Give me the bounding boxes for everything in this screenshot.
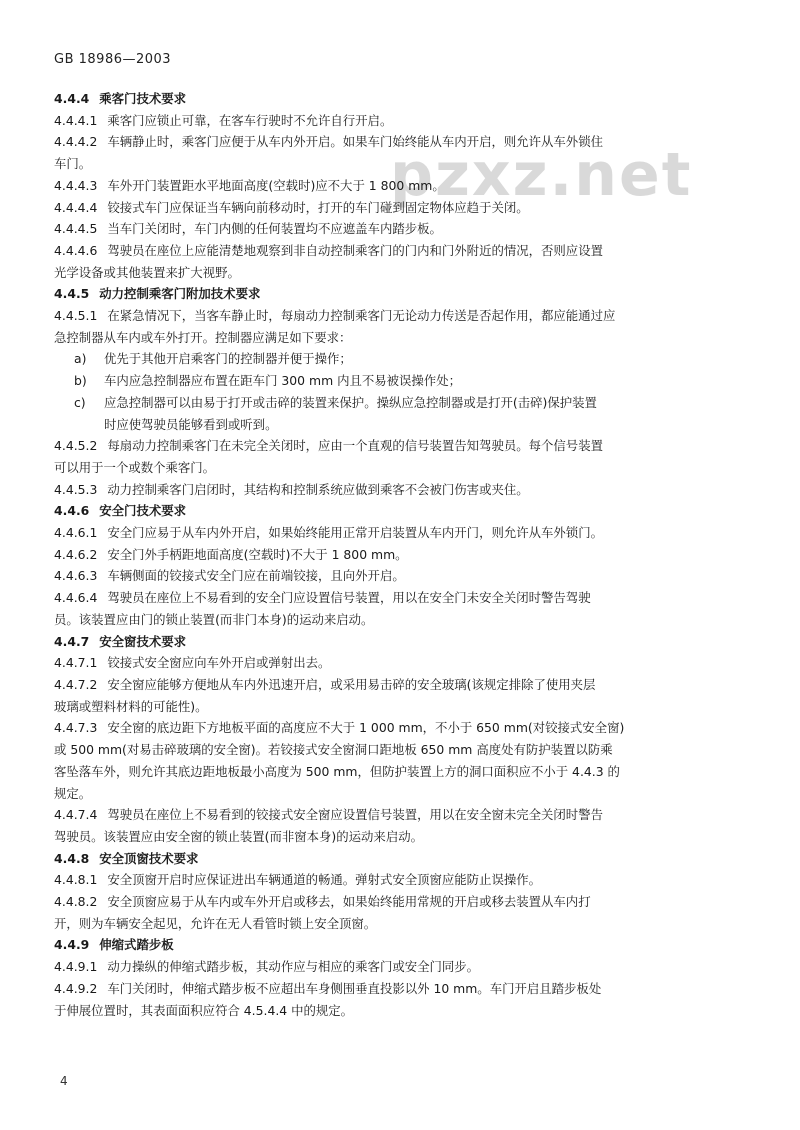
clause-text: 安全顶窗应易于从车内或车外开启或移去，如果始终能用常规的开启或移去装置从车内打 [107, 894, 591, 910]
clause-number: 4.4.4.4 [54, 199, 98, 215]
clause-paragraph [54, 522, 754, 544]
clause-number: 4.4.8 [54, 850, 90, 866]
clause-number: 4.4.6.3 [54, 568, 98, 584]
clause-number: 4.4.6.1 [54, 525, 98, 541]
clause-text: 安全门外手柄距地面高度(空载时)不大于 1 800 mm。 [107, 546, 408, 562]
clause-number: 4.4.4.2 [54, 134, 98, 150]
paragraph-continuation: 规定。 [54, 785, 92, 801]
section-heading [54, 848, 754, 870]
clause-number: 4.4.4.3 [54, 177, 98, 193]
clause-text: 动力控制乘客门附加技术要求 [99, 286, 261, 302]
clause-number: 4.4.5.2 [54, 438, 98, 454]
paragraph-continuation: 员。该装置应由门的锁止装置(而非门本身)的运动来启动。 [54, 611, 374, 627]
clause-paragraph [54, 565, 754, 587]
clause-number: 4.4.5.3 [54, 481, 98, 497]
clause-text: 安全顶窗技术要求 [99, 850, 199, 866]
clause-number: 4.4.4.6 [54, 242, 98, 258]
section-heading [54, 88, 754, 110]
clause-paragraph [54, 175, 754, 197]
clause-text: 安全窗应能够方便地从车内外迅速开启，或采用易击碎的安全玻璃(该规定排除了使用夹层 [107, 676, 596, 692]
clause-paragraph [54, 435, 754, 457]
clause-text: 乘客门应锁止可靠，在客车行驶时不允许自行开启。 [107, 112, 393, 128]
clause-number: 4.4.6 [54, 503, 90, 519]
clause-text: 安全门应易于从车内外开启，如果始终能用正常开启装置从车内开门，则允许从车外锁门。 [107, 525, 603, 541]
list-item-label: c) [74, 394, 86, 410]
clause-number: 4.4.7.2 [54, 676, 98, 692]
paragraph-continuation: 开，则为车辆安全起见，允许在无人看管时锁上安全顶窗。 [54, 915, 377, 931]
clause-text: 动力操纵的伸缩式踏步板，其动作应与相应的乘客门或安全门同步。 [107, 959, 480, 975]
clause-text: 每扇动力控制乘客门在未完全关闭时，应由一个直观的信号装置告知驾驶员。每个信号装置 [107, 438, 603, 454]
list-item [54, 348, 754, 370]
clause-text: 动力控制乘客门启闭时，其结构和控制系统应做到乘客不会被门伤害或夹住。 [107, 481, 529, 497]
paragraph-continuation: 急控制器从车内或车外打开。控制器应满足如下要求： [54, 329, 352, 345]
clause-paragraph [54, 240, 754, 262]
clause-number: 4.4.7.1 [54, 655, 98, 671]
clause-text: 驾驶员在座位上不易看到的安全门应设置信号装置，用以在安全门未安全关闭时警告驾驶 [107, 590, 591, 606]
paragraph-continuation: 于伸展位置时，其表面面积应符合 4.5.4.4 中的规定。 [54, 1002, 354, 1018]
list-item-text: 车内应急控制器应布置在距车门 300 mm 内且不易被误操作处； [104, 373, 461, 389]
clause-text: 车外开门装置距水平地面高度(空载时)应不大于 1 800 mm。 [107, 177, 445, 193]
paragraph-continuation: 车门。 [54, 156, 92, 172]
list-item-label: b) [74, 373, 87, 389]
clause-paragraph [54, 110, 754, 132]
section-heading [54, 631, 754, 653]
list-item-label: a) [74, 351, 87, 367]
clause-number: 4.4.4 [54, 91, 90, 106]
clause-text: 安全窗的底边距下方地板平面的高度应不大于 1 000 mm，不小于 650 mm(对铰接式安全窗) [107, 720, 625, 736]
clause-text: 乘客门技术要求 [99, 91, 187, 106]
clause-paragraph [54, 717, 754, 739]
clause-text: 车辆静止时，乘客门应便于从车内外开启。如果车门始终能从车内开启，则允许从车外锁住 [107, 134, 603, 150]
clause-paragraph [54, 804, 754, 826]
clause-number: 4.4.6.4 [54, 590, 98, 606]
clause-text: 伸缩式踏步板 [99, 937, 174, 953]
list-item-text: 应急控制器可以由易于打开或击碎的装置来保护。操纵应急控制器或是打开(击碎)保护装置 [104, 394, 597, 410]
paragraph-continuation: 客坠落车外，则允许其底边距地板最小高度为 500 mm，但防护装置上方的洞口面积应不小于 4.4.3 的 [54, 763, 620, 779]
section-heading [54, 283, 754, 305]
clause-number: 4.4.4.1 [54, 112, 98, 128]
clause-text: 安全窗技术要求 [99, 633, 187, 649]
clause-text: 驾驶员在座位上不易看到的铰接式安全窗应设置信号装置，用以在安全窗未完全关闭时警告 [107, 807, 603, 823]
clause-paragraph [54, 869, 754, 891]
clause-paragraph [54, 978, 754, 1000]
clause-paragraph [54, 479, 754, 501]
watermark: pzxz.net [390, 140, 693, 210]
clause-number: 4.4.9 [54, 937, 90, 953]
clause-text: 车门关闭时，伸缩式踏步板不应超出车身侧围垂直投影以外 10 mm。车门开启且踏步板处 [107, 980, 602, 996]
list-item-text: 优先于其他开启乘客门的控制器并便于操作； [104, 351, 352, 367]
clause-paragraph [54, 544, 754, 566]
clause-text: 在紧急情况下，当客车静止时，每扇动力控制乘客门无论动力传送是否起作用，都应能通过应 [107, 308, 616, 324]
clause-paragraph [54, 891, 754, 913]
clause-text: 铰接式安全窗应向车外开启或弹射出去。 [107, 655, 331, 671]
clause-text: 安全顶窗开启时应保证进出车辆通道的畅通。弹射式安全顶窗应能防止误操作。 [107, 872, 542, 888]
page-number: 4 [60, 1074, 68, 1088]
clause-number: 4.4.9.1 [54, 959, 98, 975]
list-item [54, 370, 754, 392]
clause-number: 4.4.6.2 [54, 546, 98, 562]
clause-paragraph [54, 956, 754, 978]
clause-paragraph [54, 587, 754, 609]
section-heading [54, 934, 754, 956]
clause-paragraph [54, 197, 754, 219]
clause-text: 安全门技术要求 [99, 503, 187, 519]
clause-number: 4.4.7 [54, 633, 90, 649]
clause-text: 车辆侧面的铰接式安全门应在前端铰接，且向外开启。 [107, 568, 405, 584]
document-body [54, 88, 754, 1021]
paragraph-continuation: 驾驶员。该装置应由安全窗的锁止装置(而非窗本身)的运动来启动。 [54, 828, 423, 844]
clause-number: 4.4.5 [54, 286, 90, 302]
clause-number: 4.4.8.2 [54, 894, 98, 910]
clause-number: 4.4.7.3 [54, 720, 98, 736]
section-heading [54, 500, 754, 522]
clause-number: 4.4.4.5 [54, 221, 98, 237]
paragraph-continuation: 玻璃或塑料材料的可能性)。 [54, 698, 208, 714]
list-item [54, 392, 754, 414]
paragraph-continuation: 可以用于一个或数个乘客门。 [54, 459, 216, 475]
clause-paragraph [54, 674, 754, 696]
standard-code-header: GB 18986—2003 [54, 52, 172, 67]
clause-paragraph [54, 305, 754, 327]
clause-paragraph [54, 652, 754, 674]
clause-text: 当车门关闭时，车门内侧的任何装置均不应遮盖车内踏步板。 [107, 221, 442, 237]
clause-paragraph [54, 131, 754, 153]
clause-text: 驾驶员在座位上应能清楚地观察到非自动控制乘客门的门内和门外附近的情况，否则应设置 [107, 242, 603, 258]
clause-number: 4.4.7.4 [54, 807, 98, 823]
list-item-continuation: 时应使驾驶员能够看到或听到。 [104, 416, 278, 432]
clause-number: 4.4.8.1 [54, 872, 98, 888]
clause-paragraph [54, 218, 754, 240]
clause-text: 铰接式车门应保证当车辆向前移动时，打开的车门碰到固定物体应趋于关闭。 [107, 199, 529, 215]
clause-number: 4.4.9.2 [54, 980, 98, 996]
paragraph-continuation: 或 500 mm(对易击碎玻璃的安全窗)。若铰接式安全窗洞口距地板 650 mm 高度处有防护装置以防乘 [54, 742, 613, 758]
clause-number: 4.4.5.1 [54, 308, 98, 324]
paragraph-continuation: 光学设备或其他装置来扩大视野。 [54, 264, 240, 280]
